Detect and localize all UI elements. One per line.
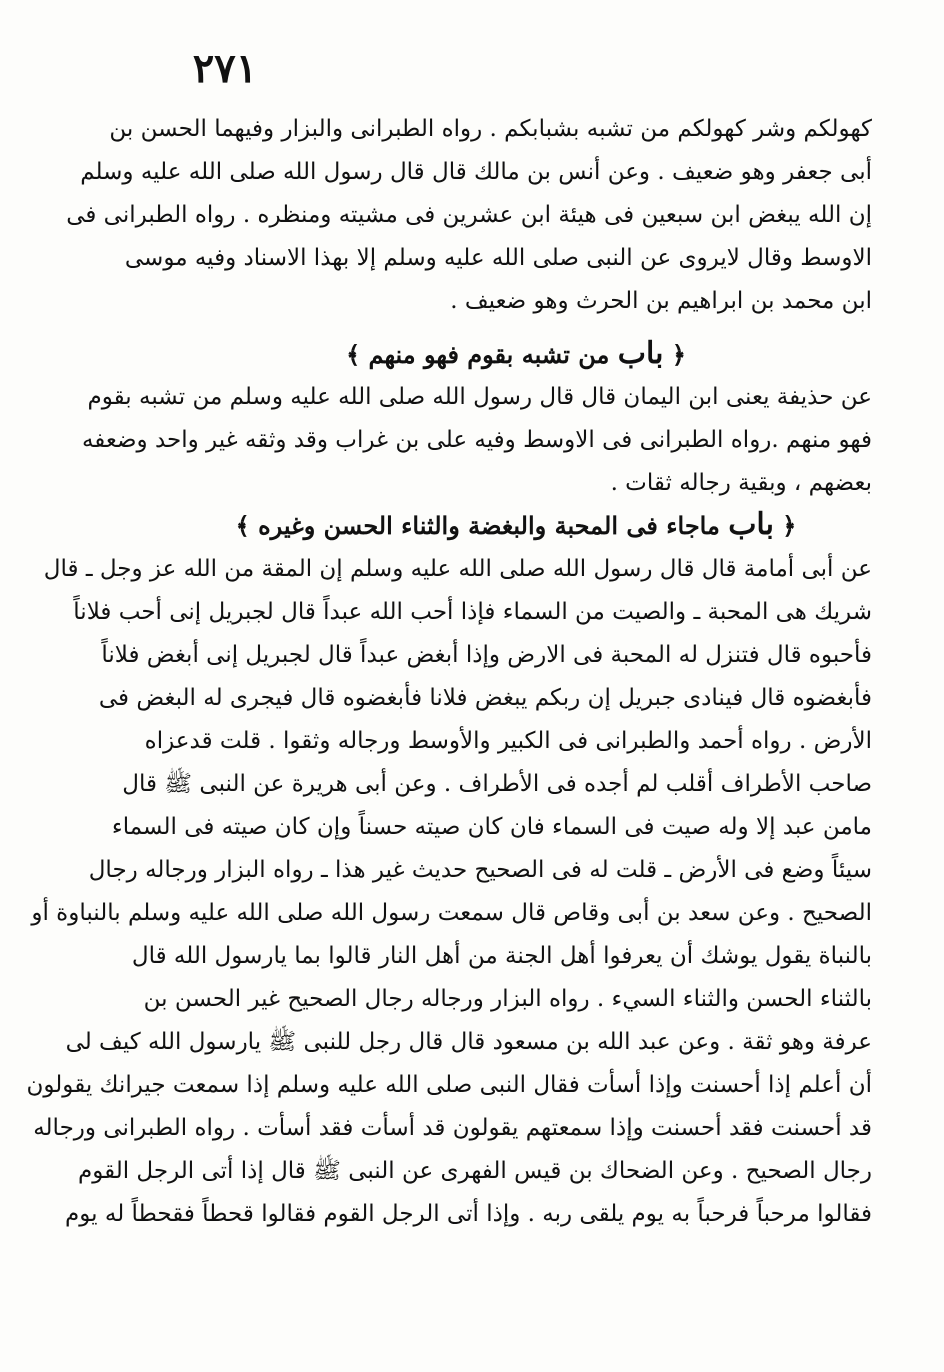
text-line: عن أبى أمامة قال قال رسول الله صلى الله عليه وسلم إن المقة من الله عز وجل ـ قال [43, 556, 872, 582]
text-line: قد أحسنت فقد أحسنت وإذا سمعتهم يقولون قد أسأت فقد أسأت . رواه الطبرانى ورجاله [33, 1115, 872, 1141]
text-line: الأرض . رواه أحمد والطبرانى فى الكبير والأوسط ورجاله وثقوا . قلت قدعزاه [144, 728, 872, 754]
heading-title: من تشبه بقوم فهو منهم [368, 340, 610, 369]
text-line: فأبغضوه قال فينادى جبريل إن ربكم يبغض فلانا فأبغضوه قال فيجرى له البغض فى [98, 685, 872, 711]
text-line: سيئاً وضع فى الأرض ـ قلت له فى الصحيح حديث غير هذا ـ رواه البزار ورجاله رجال [88, 857, 872, 883]
text-line: أبى جعفر وهو ضعيف . وعن أنس بن مالك قال قال رسول الله صلى الله عليه وسلم [80, 159, 872, 185]
text-line: عرفة وهو ثقة . وعن عبد الله بن مسعود قال قال رجل للنبى ﷺ يارسول الله كيف لى [65, 1029, 872, 1055]
heading-close-bracket: ﴾ [346, 340, 361, 369]
heading-title: ماجاء فى المحبة والبغضة والثناء الحسن وغيره [258, 511, 720, 540]
heading-bab-word: باب [617, 336, 664, 371]
text-line: مامن عبد إلا وله صيت فى السماء فان كان صيته حسناً وإن كان صيته فى السماء [111, 814, 872, 840]
text-line: بالثناء الحسن والثناء السيء . رواه البزار ورجاله رجال الصحيح غير الحسن بن [143, 986, 872, 1012]
heading-bab-word: باب [728, 507, 774, 542]
text-line: بالنباة يقول يوشك أن يعرفوا أهل الجنة من أهل النار قالوا بما يارسول الله قال [131, 943, 872, 969]
text-line: الصحيح . وعن سعد بن أبى وقاص قال سمعت رسول الله صلى الله عليه وسلم بالنباوة أو [31, 900, 872, 926]
text-line: عن حذيفة يعنى ابن اليمان قال قال رسول الله صلى الله عليه وسلم من تشبه بقوم [87, 384, 872, 410]
text-line: ابن محمد بن ابراهيم بن الحرث وهو ضعيف . [450, 288, 872, 314]
text-line: فهو منهم .رواه الطبرانى فى الاوسط وفيه على بن غراب وقد وثقه غير واحد وضعفه [81, 427, 872, 453]
paragraph-block-1 [66, 108, 872, 323]
heading-open-bracket: ﴿ [671, 340, 686, 369]
text-line: كهولكم وشر كهولكم من تشبه بشبابكم . رواه الطبرانى والبزار وفيهما الحسن بن [109, 116, 872, 142]
page-number: ٢٧١ [192, 45, 258, 92]
text-line: صاحب الأطراف أقلب لم أجده فى الأطراف . وعن أبى هريرة عن النبى ﷺ قال [122, 771, 872, 797]
text-line: رجال الصحيح . وعن الضحاك بن قيس الفهرى عن النبى ﷺ قال إذا أتى الرجل القوم [77, 1158, 872, 1184]
text-line: أن أعلم إذا أحسنت وإذا أسأت فقال النبى صلى الله عليه وسلم إذا سمعت جيرانك يقولون [26, 1072, 872, 1098]
paragraph-block-2 [81, 376, 872, 505]
text-line: شريك هى المحبة ـ والصيت من السماء فإذا أحب الله عبداً قال لجبريل إنى أحب فلاناً [73, 599, 872, 625]
chapter-heading-2 [160, 503, 872, 547]
heading-open-bracket: ﴿ [782, 511, 797, 540]
text-line: الاوسط وقال لايروى عن النبى صلى الله عليه وسلم إلا بهذا الاسناد وفيه موسى [124, 245, 872, 271]
chapter-heading-1 [160, 332, 872, 376]
heading-close-bracket: ﴾ [235, 511, 250, 540]
paragraph-block-3 [26, 548, 872, 1236]
text-line: فأحبوه قال فتنزل له المحبة فى الارض وإذا أبغض عبداً قال لجبريل إنى أبغض فلاناً [101, 642, 872, 668]
text-line: فقالوا مرحباً فرحباً به يوم يلقى ربه . وإذا أتى الرجل القوم فقالوا قحطاً فقحطاً له يوم [65, 1201, 872, 1227]
text-line: بعضهم ، وبقية رجاله ثقات . [610, 470, 872, 496]
text-line: إن الله يبغض ابن سبعين فى هيئة ابن عشرين فى مشيته ومنظره . رواه الطبرانى فى [66, 202, 872, 228]
